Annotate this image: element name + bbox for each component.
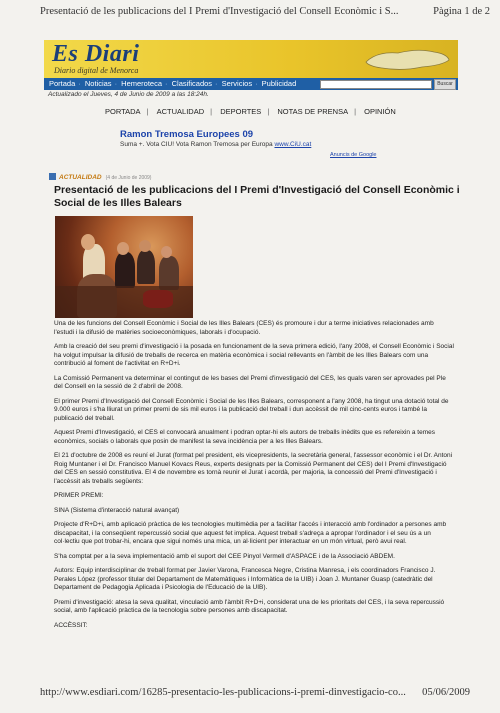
main-nav: Portada · Noticias · Hemeroteca · Clasificados · Servicios · Publicidad Buscar bbox=[44, 78, 458, 90]
article-paragraph: El primer Premi d'Investigació del Consell Econòmic i Social de les Illes Balears, corresponent a l'any 2008, ha tingut una dotació total de 9.000 euros i s'ha lliurat un primer premi de sis mil euros i la publicació del treball i dun accèssit de mil cinc-cents euros i també la publicació del treball. bbox=[54, 397, 449, 422]
menu-portada[interactable]: PORTADA bbox=[105, 107, 141, 116]
article-paragraph: La Comissió Permanent va determinar el contingut de les bases del Premi d'investigació del CES, les quals varen ser aprovades pel Ple del Consell en la sessió de 2 d'abril de 2008. bbox=[54, 374, 446, 390]
print-url: http://www.esdiari.com/16285-presentacio-les-publicacions-i-premi-dinvestigacio-co... bbox=[40, 687, 406, 698]
menu-opinion[interactable]: OPINIÓN bbox=[364, 107, 396, 116]
print-header bbox=[40, 6, 490, 17]
nav-item-servicios[interactable]: Servicios bbox=[221, 79, 253, 88]
nav-item-portada[interactable]: Portada bbox=[49, 79, 76, 88]
ad-link[interactable]: www.CiU.cat bbox=[274, 141, 312, 148]
article-paragraph: El 21 d'octubre de 2008 es reuní el Jurat (format pel president, els vicepresidents, la secretària general, l'assessor econòmic i el Dr. Antoni Roig Muntaner i el Dr. Francisco Manuel Kovacs Reus, experts designats per la Comissió Permanent del CES) del I Premi d'Investigació del CES en sessió constitutiva. El 4 de novembre es tornà reunir el Jurat i acordà, per majoria, la concessió del Premi d'Investigació i l'accèssit als treballs següents: bbox=[54, 452, 453, 485]
ad-title[interactable]: Ramon Tremosa Europees 09 bbox=[120, 129, 254, 140]
article-paragraph: PRIMER PREMI: bbox=[54, 492, 104, 499]
print-page-title: Presentació de les publicacions del I Premi d'Investigació del Consell Econòmic i S... bbox=[40, 6, 399, 17]
nav-item-clasificados[interactable]: Clasificados bbox=[171, 79, 213, 88]
article-paragraph: Una de les funcions del Consell Econòmic i Social de les Illes Balears (CES) és promoure i dur a terme iniciatives relacionades amb l'estudi i la difusió de matèries socioeconòmiques, laborals i d'ocupació. bbox=[54, 320, 434, 336]
article-paragraph: Premi d'investigació: atesa la seva qualitat, vinculació amb l'àmbit R+D+i, considerat una de les prioritats del CES, i la seva repercussió social, amb l'aplicació pràctica de la tecnologia sobre persones amb discapacitat. bbox=[54, 598, 445, 614]
article-body bbox=[54, 320, 454, 636]
site-logo[interactable]: Es Diari bbox=[52, 41, 140, 67]
print-footer bbox=[40, 687, 470, 698]
section-label[interactable]: ACTUALIDAD bbox=[59, 174, 102, 181]
menu-notas-de-prensa[interactable]: NOTAS DE PRENSA bbox=[277, 107, 349, 116]
ad-text bbox=[120, 141, 311, 148]
section-bullet-icon bbox=[49, 173, 56, 180]
nav-item-publicidad[interactable]: Publicidad bbox=[261, 79, 297, 88]
menu-actualidad[interactable]: ACTUALIDAD bbox=[156, 107, 205, 116]
menu-deportes[interactable]: DEPORTES bbox=[220, 107, 262, 116]
article-paragraph: Amb la creació del seu premi d'investigació i la posada en funcionament de la seva primera edició, l'any 2008, el Consell Econòmic i Social ha volgut impulsar la difusió de treballs de recerca en matèria econòmica i social rellevants en l'àmbit de les Illes Balears com una contribució al foment de l'activitat en R+D+i. bbox=[54, 343, 454, 367]
nav-item-hemeroteca[interactable]: Hemeroteca bbox=[121, 79, 163, 88]
article-paragraph: S'ha comptat per a la seva implementació amb el suport del CEE Pinyol Vermell d'ASPACE i de la Associació ABDEM. bbox=[54, 552, 395, 560]
article-paragraph: Projecte d'R+D+i, amb aplicació pràctica de les tecnologies multimèdia per a facilitar l'accés i interacció amb l'ordinador a persones amb discapacitat, i la conseqüent repercussió social que aquest fet implica. Aquest treball s'adreça a apropar l'ordinador i el seu ús a un col·lectiu que pot trobar-hi, encara que sigui només una mica, un al·licient per interactuar en un món virtual, però avui real. bbox=[54, 521, 447, 545]
print-page-number: Pàgina 1 de 2 bbox=[433, 6, 490, 17]
search-button[interactable]: Buscar bbox=[434, 79, 456, 90]
article-paragraph: ACCÈSSIT: bbox=[54, 621, 88, 629]
article-paragraph: SINA (Sistema d'interacció natural avançat) bbox=[54, 506, 180, 514]
print-date: 05/06/2009 bbox=[422, 687, 470, 698]
article-date: (4 de Junio de 2009) bbox=[105, 175, 152, 181]
article-paragraph: Aquest Premi d'Investigació, el CES el convocarà anualment i podran optar-hi els autors de treballs inèdits que es refereixin a temes econòmics, socials o laborals que posin de manifest la seva incidència per a les Illes Balears. bbox=[54, 429, 435, 445]
last-updated: Actualizado el Jueves, 4 de Junio de 2009 a las 18:24h. bbox=[48, 91, 209, 98]
site-banner bbox=[44, 40, 458, 78]
nav-item-noticias[interactable]: Noticias bbox=[84, 79, 112, 88]
site-tagline: Diario digital de Menorca bbox=[54, 66, 139, 75]
ad-body: Suma +. Vota CIU! Vota Ramon Tremosa per Europa bbox=[120, 141, 273, 148]
article-paragraph: Autors: Equip interdisciplinar de treball format per Javier Varona, Francesca Negre, Cristina Manresa, i els coordinadors Francisco J. Perales López (professor titular del Departament de Matemàtiques i Informàtica de la UIB) i Joan J. Muntaner Guasp (catedràtic del Departament de Pedagogia Aplicada i Psicologia de l'Educació de la UIB). bbox=[54, 567, 436, 591]
google-ads-link[interactable]: Anuncis de Google bbox=[330, 152, 377, 158]
menorca-island-icon bbox=[364, 44, 450, 74]
article-photo bbox=[55, 216, 193, 318]
top-menu: PORTADA | ACTUALIDAD | DEPORTES | NOTAS DE PRENSA | OPINIÓN bbox=[105, 107, 396, 116]
search-input[interactable] bbox=[320, 80, 432, 89]
article-section bbox=[49, 173, 151, 181]
google-ad bbox=[120, 129, 311, 148]
article-title: Presentació de les publicacions del I Premi d'Investigació del Consell Econòmic i Social de les Illes Balears bbox=[54, 184, 460, 209]
